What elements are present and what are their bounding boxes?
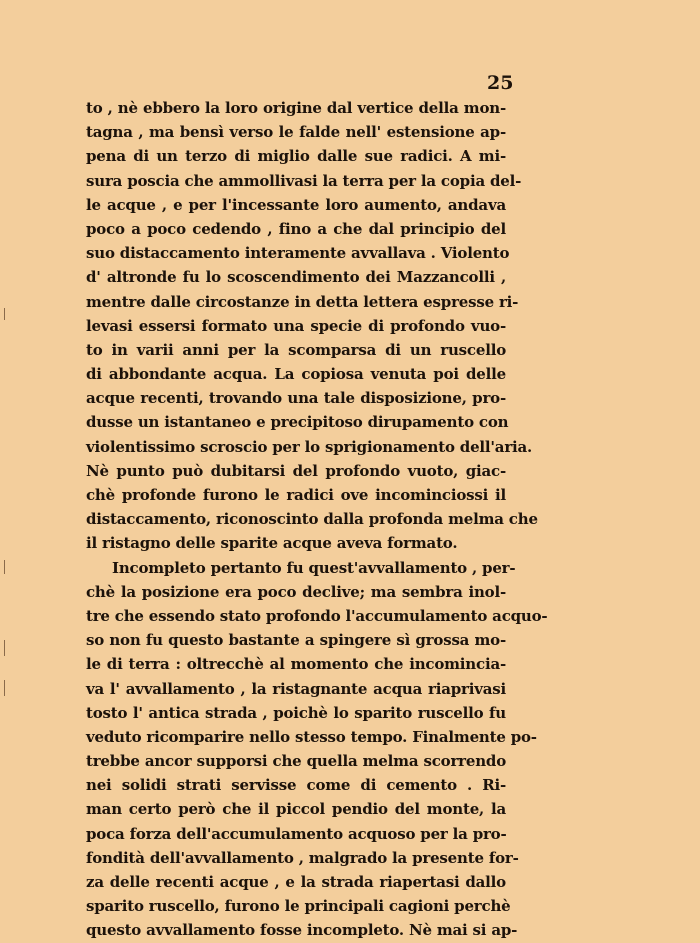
page-number: 25 xyxy=(487,72,514,94)
text-line: violentissimo scroscio per lo sprigionamento dell'aria. xyxy=(86,437,533,456)
text-line: distaccamento, riconoscinto dalla profonda melma che xyxy=(86,510,538,529)
text-line: acque recenti, trovando una tale disposizione, pro- xyxy=(86,389,506,408)
text-line: Incompleto pertanto fu quest'avvallamento , per- xyxy=(112,558,516,577)
text-line: man certo però che il piccol pendio del monte, la xyxy=(86,800,506,819)
margin-mark xyxy=(4,308,5,320)
text-line: to in varii anni per la scomparsa di un ruscello xyxy=(86,340,506,359)
text-line: fondità dell'avvallamento , malgrado la presente for- xyxy=(86,848,519,867)
text-line: le di terra : oltrecchè al momento che incomincia- xyxy=(86,655,506,674)
text-line: le acque , e per l'incessante loro aumento, andava xyxy=(86,195,506,214)
text-line: so non fu questo bastante a spingere sì grossa mo- xyxy=(86,631,506,650)
text-line: mentre dalle circostanze in detta lettera espresse ri- xyxy=(86,292,519,311)
text-line: za delle recenti acque , e la strada riapertasi dallo xyxy=(86,873,506,891)
margin-mark xyxy=(4,560,5,574)
text-line: nei solidi strati servisse come di cemento . Ri- xyxy=(86,776,506,795)
text-line: sura poscia che ammollivasi la terra per la copia del- xyxy=(86,171,522,190)
text-line: tosto l' antica strada , poichè lo sparito ruscello fu xyxy=(86,703,506,722)
text-line: va l' avvallamento , la ristagnante acqua riaprivasi xyxy=(86,679,506,698)
body-text xyxy=(86,96,548,943)
text-line: di abbondante acqua. La copiosa venuta poi delle xyxy=(86,365,506,384)
text-line: veduto ricomparire nello stesso tempo. Finalmente po- xyxy=(86,727,537,746)
text-line: chè profonde furono le radici ove incominciossi il xyxy=(86,486,506,504)
text-line: trebbe ancor supporsi che quella melma scorrendo xyxy=(86,752,506,771)
text-line: poco a poco cedendo , fino a che dal principio del xyxy=(86,219,506,238)
text-line: questo avvallamento fosse incompleto. Nè mai si ap- xyxy=(86,921,518,940)
text-line: levasi essersi formato una specie di profondo vuo- xyxy=(86,316,506,335)
text-line: dusse un istantaneo e precipitoso dirupamento con xyxy=(86,413,509,432)
text-line: to , nè ebbero la loro origine dal vertice della mon- xyxy=(86,99,506,117)
text-line: sparito ruscello, furono le principali cagioni perchè xyxy=(86,897,511,916)
text-line: il ristagno delle sparite acque aveva formato. xyxy=(86,534,458,553)
text-line: pena di un terzo di miglio dalle sue radici. A mi- xyxy=(86,147,506,166)
text-line: chè la posizione era poco declive; ma sembra inol- xyxy=(86,582,506,601)
margin-mark xyxy=(4,640,5,656)
text-line: tre che essendo stato profondo l'accumulamento acquo- xyxy=(86,606,548,625)
text-line: tagna , ma bensì verso le falde nell' estensione ap- xyxy=(86,123,506,142)
text-line: d' altronde fu lo scoscendimento dei Mazzancolli , xyxy=(86,268,506,287)
margin-mark xyxy=(4,680,5,696)
text-line: suo distaccamento interamente avvallava . Violento xyxy=(86,244,510,263)
text-line: Nè punto può dubitarsi del profondo vuoto, giac- xyxy=(86,461,506,480)
text-line: poca forza dell'accumulamento acquoso per la pro- xyxy=(86,824,507,843)
